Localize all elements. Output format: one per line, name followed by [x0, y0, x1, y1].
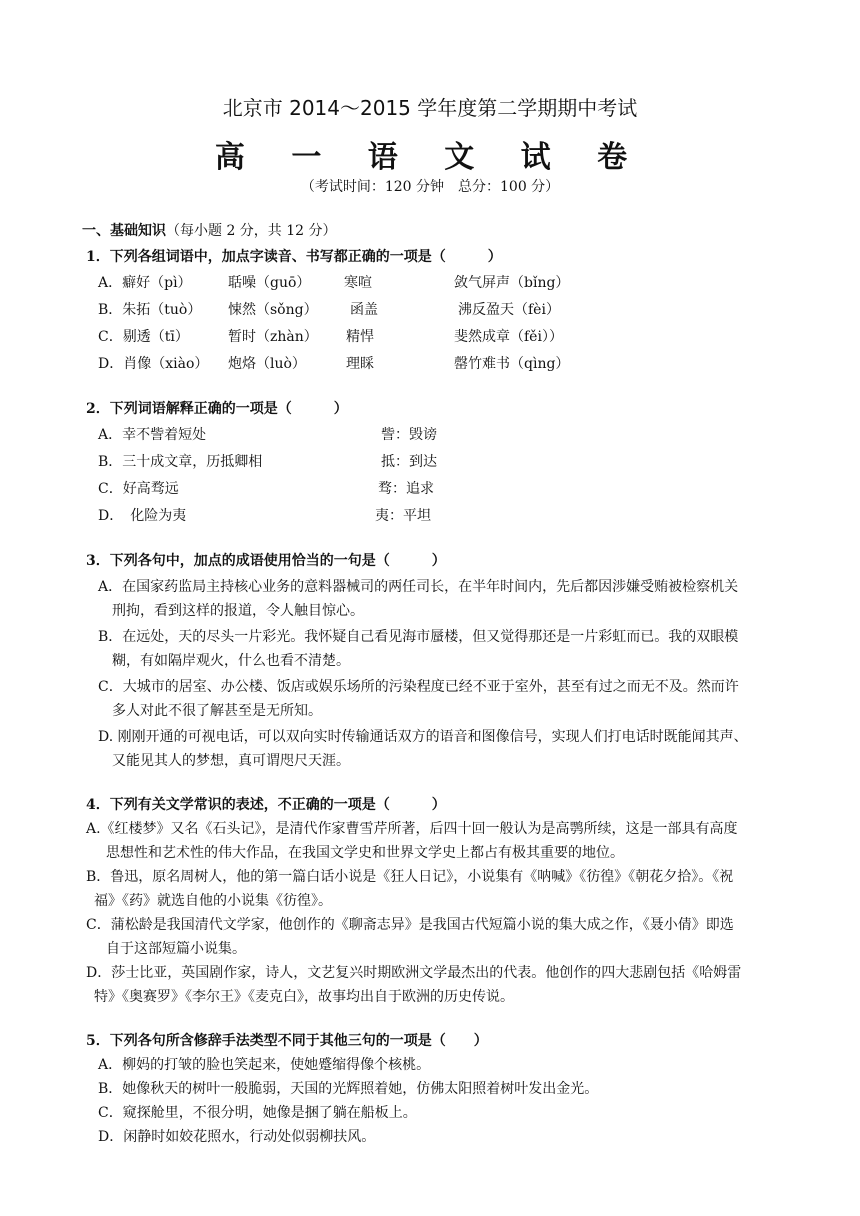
q1-a-col3: 寒喧: [344, 275, 372, 291]
q3-d-line1: D. 刚刚开通的可视电话，可以双向实时传输通话双方的语音和图像信号，实现人们打电话时既能闻其声、: [98, 729, 748, 745]
section-label: 一、基础知识: [82, 223, 166, 239]
q2-b-text: B．三十成文章，历抵卿相: [98, 454, 263, 470]
q1-b-col3: 函盖: [350, 302, 378, 318]
q1-b-col4: 沸反盈天（fèi）: [458, 302, 560, 318]
q4-c-line1: C．蒲松龄是我国清代文学家，他创作的《聊斋志异》是我国古代短篇小说的集大成之作，《聂小倩》即选: [86, 917, 734, 933]
q2-a-def: 訾：毁谤: [381, 427, 437, 443]
q5-option-b: B．她像秋天的树叶一般脆弱，天国的光辉照着她，仿佛太阳照着树叶发出金光。: [98, 1081, 599, 1097]
question-3-stem: 3．下列各句中，加点的成语使用恰当的一句是（ ）: [86, 553, 446, 569]
q4-b-line1: B．鲁迅，原名周树人，他的第一篇白话小说是《狂人日记》，小说集有《呐喊》《彷徨》《朝花夕拾》。《祝: [86, 869, 734, 885]
q3-c-line2: 多人对此不很了解甚至是无所知。: [112, 703, 322, 719]
q3-d-line2: 又能见其人的梦想，真可谓咫尺天涯。: [112, 753, 350, 769]
q4-a-line1: A.《红楼梦》又名《石头记》，是清代作家曹雪芹所著，后四十回一般认为是高鹗所续，这是一部具有高度: [86, 821, 738, 837]
q3-b-line2: 糊，有如隔岸观火，什么也看不清楚。: [112, 653, 350, 669]
exam-title: 北京市 2014～2015 学年度第二学期期中考试: [222, 96, 638, 120]
question-5-stem: 5．下列各句所含修辞手法类型不同于其他三句的一项是（ ）: [86, 1033, 488, 1049]
q1-b-col2: 悚然（sǒng）: [228, 302, 318, 318]
q1-c-col1: C．剔透（tī）: [98, 329, 189, 345]
q1-a-col4: 敛气屏声（bǐng）: [454, 275, 570, 291]
q1-a-col1: A．癖好（pì）: [98, 275, 192, 291]
q5-option-c: C．窥探舱里，不很分明，她像是捆了躺在船板上。: [98, 1105, 417, 1121]
q1-a-col2: 聒噪（guō）: [228, 275, 311, 291]
q2-d-def: 夷：平坦: [375, 508, 431, 524]
q1-d-col4: 罄竹难书（qìng）: [454, 356, 570, 372]
q4-a-line2: 思想性和艺术性的伟大作品，在我国文学史和世界文学史上都占有极其重要的地位。: [106, 845, 624, 861]
q4-b-line2: 福》《药》就选自他的小说集《彷徨》。: [94, 893, 332, 909]
question-2-stem: 2．下列词语解释正确的一项是（ ）: [86, 401, 348, 417]
q1-d-col1: D．肖像（xiào）: [98, 356, 209, 372]
q2-a-text: A．幸不訾着短处: [98, 427, 207, 443]
q2-d-text: D． 化险为夷: [98, 508, 187, 524]
question-4-stem: 4．下列有关文学常识的表述，不正确的一项是（ ）: [86, 797, 446, 813]
q4-d-line2: 特》《奥赛罗》《李尔王》《麦克白》，故事均出自于欧洲的历史传说。: [94, 989, 514, 1005]
q1-c-col4: 斐然成章（fěi））: [454, 329, 563, 345]
q3-c-line1: C．大城市的居室、办公楼、饭店或娱乐场所的污染程度已经不亚于室外，甚至有过之而无不及。然而许: [98, 679, 739, 695]
exam-subject: 高 一 语 文 试 卷: [214, 140, 646, 175]
q1-c-col2: 暂时（zhàn）: [228, 329, 318, 345]
exam-info: （考试时间：120 分钟 总分：100 分）: [300, 179, 560, 195]
q2-c-def: 骛：追求: [378, 481, 434, 497]
q1-d-col3: 理睬: [346, 356, 374, 372]
section-note: （每小题 2 分，共 12 分）: [166, 223, 337, 239]
q5-option-a: A．柳妈的打皱的脸也笑起来，使她蹙缩得像个核桃。: [98, 1057, 431, 1073]
q5-option-d: D．闲静时如姣花照水，行动处似弱柳扶风。: [98, 1129, 376, 1145]
q1-b-col1: B．朱拓（tuò）: [98, 302, 202, 318]
question-1-stem: 1．下列各组词语中，加点字读音、书写都正确的一项是（ ）: [86, 249, 502, 265]
section-heading: [82, 220, 337, 240]
q1-c-col3: 精悍: [346, 329, 374, 345]
q2-c-text: C．好高骛远: [98, 481, 179, 497]
q3-a-line1: A．在国家药监局主持核心业务的意料器械司的两任司长，在半年时间内，先后都因涉嫌受贿被检察机关: [98, 579, 739, 595]
q1-d-col2: 炮烙（luò）: [228, 356, 306, 372]
q3-a-line2: 刑拘，看到这样的报道，令人触目惊心。: [112, 603, 364, 619]
q4-c-line2: 自于这部短篇小说集。: [106, 941, 246, 957]
q4-d-line1: D．莎士比亚，英国剧作家，诗人，文艺复兴时期欧洲文学最杰出的代表。他创作的四大悲剧包括《哈姆雷: [86, 965, 742, 981]
q2-b-def: 抵：到达: [381, 454, 437, 470]
q3-b-line1: B．在远处，天的尽头一片彩光。我怀疑自己看见海市蜃楼，但又觉得那还是一片彩虹而已。我的双眼模: [98, 629, 739, 645]
